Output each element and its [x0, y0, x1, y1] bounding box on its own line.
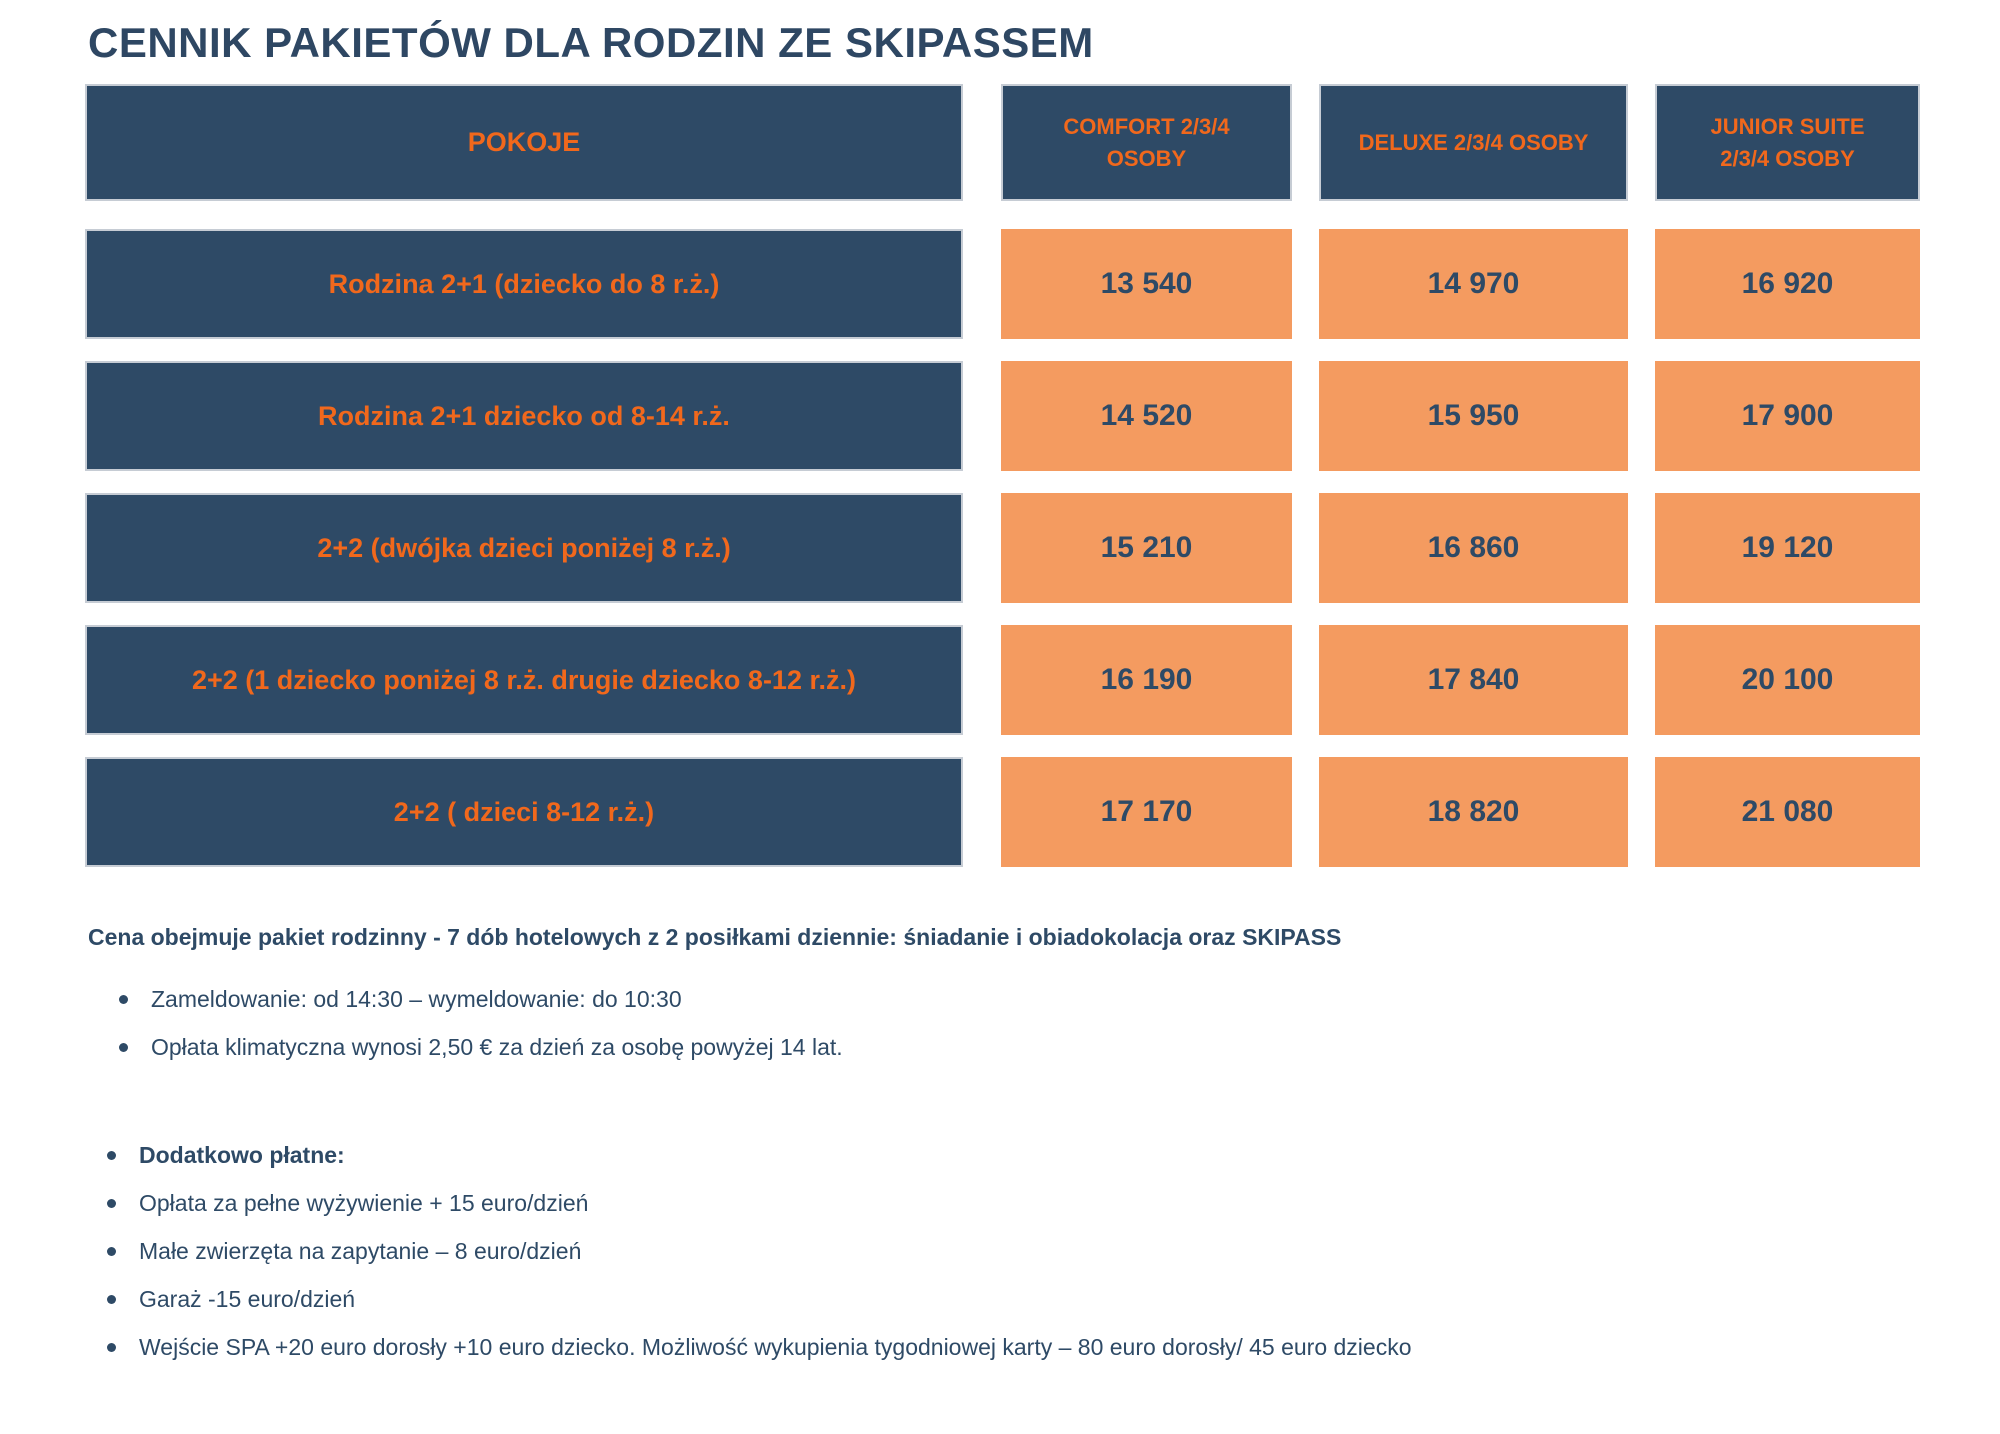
price-value: 16 860 [1427, 531, 1520, 564]
notes-list-general [117, 975, 1918, 1071]
note-text: Wejście SPA +20 euro dorosły +10 euro dziecko. Możliwość wykupienia tygodniowej karty – 80 euro dorosły/ 45 euro dziecko [139, 1334, 1412, 1360]
row-label-text: 2+2 (1 dziecko poniżej 8 r.ż. drugie dziecko 8-12 r.ż.) [192, 665, 856, 695]
price-cell [1001, 361, 1292, 471]
bullet-icon [107, 1199, 116, 1208]
price-cell [1655, 757, 1920, 867]
row-label-text: Rodzina 2+1 (dziecko do 8 r.ż.) [328, 269, 720, 299]
table-row [85, 493, 1920, 603]
column-header-junior-suite-label: JUNIOR SUITE 2/3/4 OSOBY [1710, 113, 1865, 171]
note-text: Małe zwierzęta na zapytanie – 8 euro/dzień [139, 1238, 582, 1264]
list-item-heading [105, 1131, 1918, 1179]
column-header-comfort [1001, 84, 1292, 201]
price-cell [1001, 229, 1292, 339]
notes-intro: Cena obejmuje pakiet rodzinny - 7 dób hotelowych z 2 posiłkami dziennie: śniadanie i obiadokolacja oraz SKIPASS [88, 924, 1342, 950]
price-cell [1319, 625, 1628, 735]
price-value: 15 950 [1427, 399, 1520, 432]
row-label-text: Rodzina 2+1 dziecko od 8-14 r.ż. [318, 401, 730, 431]
price-value: 21 080 [1741, 795, 1834, 828]
table-row [85, 757, 1920, 867]
list-item [105, 1179, 1918, 1227]
bullet-icon [119, 995, 128, 1004]
price-value: 16 190 [1100, 663, 1193, 696]
row-label-text: 2+2 (dwójka dzieci poniżej 8 r.ż.) [317, 533, 731, 563]
row-label [85, 625, 963, 735]
list-item [117, 975, 1918, 1023]
note-text: Garaż -15 euro/dzień [139, 1286, 356, 1312]
bullet-icon [107, 1343, 116, 1352]
price-value: 14 970 [1427, 267, 1520, 300]
note-text: Zameldowanie: od 14:30 – wymeldowanie: do 10:30 [151, 986, 682, 1012]
price-value: 15 210 [1100, 531, 1193, 564]
row-label [85, 493, 963, 603]
list-item [105, 1227, 1918, 1275]
price-table [85, 84, 1920, 867]
notes-list-extra-fees [105, 1131, 1918, 1371]
table-row [85, 229, 1920, 339]
list-item [105, 1275, 1918, 1323]
price-cell [1319, 493, 1628, 603]
page-title: CENNIK PAKIETÓW DLA RODZIN ZE SKIPASSEM [88, 19, 1094, 66]
price-value: 18 820 [1427, 795, 1520, 828]
price-cell [1319, 361, 1628, 471]
note-text: Opłata klimatyczna wynosi 2,50 € za dzień za osobę powyżej 14 lat. [151, 1034, 843, 1060]
note-text: Opłata za pełne wyżywienie + 15 euro/dzień [139, 1190, 589, 1216]
notes-section [88, 921, 1918, 1371]
column-header-comfort-label: COMFORT 2/3/4 OSOBY [1063, 113, 1230, 171]
column-header-rooms-label: POKOJE [467, 127, 581, 157]
price-cell [1319, 229, 1628, 339]
row-label-text: 2+2 ( dzieci 8-12 r.ż.) [393, 797, 655, 827]
row-label [85, 229, 963, 339]
price-cell [1001, 625, 1292, 735]
row-label [85, 361, 963, 471]
column-header-deluxe-label: DELUXE 2/3/4 OSOBY [1358, 129, 1589, 155]
column-header-deluxe [1319, 84, 1628, 201]
bullet-icon [107, 1295, 116, 1304]
column-header-rooms [85, 84, 963, 201]
price-cell [1001, 493, 1292, 603]
price-value: 16 920 [1741, 267, 1834, 300]
price-cell [1655, 229, 1920, 339]
table-row [85, 625, 1920, 735]
price-value: 14 520 [1100, 399, 1193, 432]
price-cell [1655, 493, 1920, 603]
row-label [85, 757, 963, 867]
table-header-row [85, 84, 1920, 201]
price-value: 20 100 [1741, 663, 1834, 696]
price-cell [1655, 361, 1920, 471]
price-value: 17 170 [1100, 795, 1193, 828]
list-item [117, 1023, 1918, 1071]
price-cell [1319, 757, 1628, 867]
price-value: 17 900 [1741, 399, 1834, 432]
price-value: 19 120 [1741, 531, 1834, 564]
list-item [105, 1323, 1918, 1371]
note-text: Dodatkowo płatne: [139, 1142, 345, 1168]
column-header-junior-suite [1655, 84, 1920, 201]
bullet-icon [107, 1247, 116, 1256]
bullet-icon [119, 1043, 128, 1052]
price-cell [1001, 757, 1292, 867]
price-cell [1655, 625, 1920, 735]
bullet-icon [107, 1151, 116, 1160]
price-value: 17 840 [1427, 663, 1520, 696]
table-row [85, 361, 1920, 471]
price-value: 13 540 [1100, 267, 1193, 300]
